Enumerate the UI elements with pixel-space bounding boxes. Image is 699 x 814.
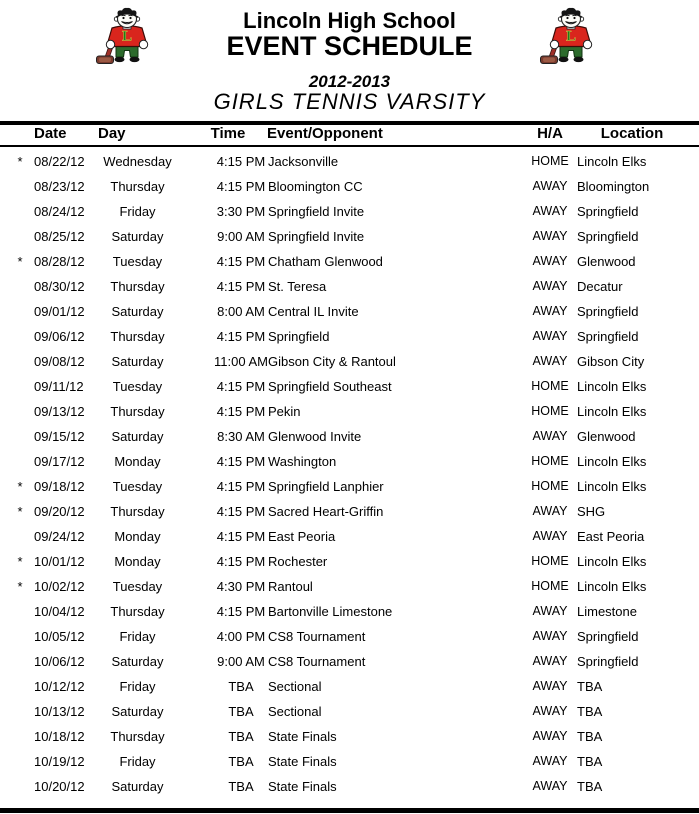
cell-time: 3:30 PM — [216, 204, 266, 219]
cell-day: Friday — [119, 679, 156, 694]
column-header-ha: H/A — [537, 125, 563, 142]
cell-time: 4:00 PM — [216, 629, 266, 644]
cell-day: Thursday — [110, 279, 165, 294]
cell-home-away: AWAY — [532, 704, 568, 718]
cell-time: TBA — [228, 779, 254, 794]
cell-home-away: AWAY — [532, 179, 568, 193]
table-row — [0, 399, 699, 424]
cell-time: TBA — [228, 704, 254, 719]
cell-date: 09/24/12 — [34, 529, 85, 544]
cell-location: Bloomington — [577, 179, 650, 194]
column-header-time: Time — [210, 125, 246, 142]
table-row — [0, 374, 699, 399]
table-row — [0, 574, 699, 599]
cell-location: Springfield — [577, 629, 639, 644]
cell-day: Thursday — [110, 179, 165, 194]
cell-day: Saturday — [111, 304, 164, 319]
cell-location: Glenwood — [577, 254, 636, 269]
cell-time: 4:15 PM — [216, 604, 266, 619]
cell-date: 10/13/12 — [34, 704, 85, 719]
cell-day: Saturday — [111, 779, 164, 794]
cell-date: 10/19/12 — [34, 754, 85, 769]
conference-asterisk: * — [17, 254, 23, 269]
cell-date: 08/30/12 — [34, 279, 85, 294]
cell-time: TBA — [228, 754, 254, 769]
table-row — [0, 299, 699, 324]
cell-home-away: AWAY — [532, 679, 568, 693]
cell-day: Saturday — [111, 654, 164, 669]
season-label: 2012-2013 — [308, 72, 391, 91]
team-label: GIRLS TENNIS VARSITY — [213, 89, 486, 114]
table-row — [0, 474, 699, 499]
cell-time: 8:00 AM — [217, 304, 265, 319]
cell-event-opponent: Pekin — [268, 404, 301, 419]
table-row — [0, 724, 699, 749]
cell-event-opponent: Sectional — [268, 704, 322, 719]
table-row — [0, 199, 699, 224]
cell-home-away: HOME — [531, 154, 569, 168]
cell-home-away: HOME — [531, 554, 569, 568]
cell-date: 08/22/12 — [34, 154, 85, 169]
cell-location: Lincoln Elks — [577, 454, 647, 469]
cell-location: TBA — [577, 729, 603, 744]
cell-time: 4:15 PM — [216, 279, 266, 294]
cell-home-away: AWAY — [532, 779, 568, 793]
cell-event-opponent: Glenwood Invite — [268, 429, 362, 444]
cell-event-opponent: CS8 Tournament — [268, 654, 366, 669]
cell-time: 8:30 AM — [217, 429, 265, 444]
school-name: Lincoln High School — [243, 8, 456, 33]
cell-event-opponent: Springfield Lanphier — [268, 479, 384, 494]
cell-day: Tuesday — [112, 254, 163, 269]
column-header-day: Day — [98, 125, 126, 142]
cell-time: 4:15 PM — [216, 179, 266, 194]
cell-date: 10/05/12 — [34, 629, 85, 644]
table-row — [0, 174, 699, 199]
conference-asterisk: * — [17, 554, 23, 569]
cell-date: 09/08/12 — [34, 354, 85, 369]
cell-time: 4:15 PM — [216, 504, 266, 519]
cell-day: Thursday — [110, 729, 165, 744]
cell-day: Monday — [114, 529, 161, 544]
cell-date: 10/04/12 — [34, 604, 85, 619]
cell-day: Thursday — [110, 329, 165, 344]
cell-time: 4:15 PM — [216, 329, 266, 344]
cell-day: Wednesday — [103, 154, 172, 169]
cell-home-away: AWAY — [532, 354, 568, 368]
cell-location: Lincoln Elks — [577, 479, 647, 494]
cell-time: 4:15 PM — [216, 479, 266, 494]
cell-day: Saturday — [111, 704, 164, 719]
cell-day: Friday — [119, 754, 156, 769]
conference-asterisk: * — [17, 579, 23, 594]
cell-event-opponent: State Finals — [268, 779, 337, 794]
cell-time: 4:15 PM — [216, 529, 266, 544]
cell-event-opponent: Bloomington CC — [268, 179, 363, 194]
cell-date: 09/06/12 — [34, 329, 85, 344]
cell-time: 9:00 AM — [217, 229, 265, 244]
cell-location: TBA — [577, 704, 603, 719]
table-row — [0, 149, 699, 174]
table-row — [0, 599, 699, 624]
table-row — [0, 549, 699, 574]
cell-event-opponent: Chatham Glenwood — [268, 254, 383, 269]
cell-home-away: HOME — [531, 404, 569, 418]
conference-asterisk: * — [17, 154, 23, 169]
column-header-event: Event/Opponent — [267, 125, 383, 142]
cell-event-opponent: St. Teresa — [268, 279, 327, 294]
cell-date: 09/11/12 — [34, 379, 84, 394]
cell-event-opponent: Springfield Invite — [268, 229, 365, 244]
table-row — [0, 774, 699, 799]
conference-asterisk: * — [17, 504, 23, 519]
cell-home-away: HOME — [531, 454, 569, 468]
cell-home-away: AWAY — [532, 204, 568, 218]
cell-location: TBA — [577, 754, 603, 769]
cell-time: 4:15 PM — [216, 379, 266, 394]
cell-date: 08/24/12 — [34, 204, 85, 219]
table-row — [0, 249, 699, 274]
cell-event-opponent: Springfield — [268, 329, 330, 344]
cell-home-away: AWAY — [532, 229, 568, 243]
cell-location: Springfield — [577, 204, 639, 219]
header-underline-rule — [0, 145, 699, 147]
cell-location: TBA — [577, 679, 603, 694]
cell-home-away: AWAY — [532, 504, 568, 518]
cell-date: 10/12/12 — [34, 679, 85, 694]
table-row — [0, 224, 699, 249]
cell-event-opponent: CS8 Tournament — [268, 629, 366, 644]
cell-home-away: AWAY — [532, 629, 568, 643]
cell-time: TBA — [228, 679, 254, 694]
cell-event-opponent: Springfield Invite — [268, 204, 365, 219]
cell-day: Monday — [114, 554, 161, 569]
cell-home-away: AWAY — [532, 429, 568, 443]
cell-location: Springfield — [577, 229, 639, 244]
cell-day: Tuesday — [112, 479, 163, 494]
cell-home-away: AWAY — [532, 654, 568, 668]
cell-day: Saturday — [111, 229, 164, 244]
schedule-rows — [0, 149, 699, 799]
cell-location: Springfield — [577, 329, 639, 344]
cell-event-opponent: Sectional — [268, 679, 322, 694]
table-row — [0, 449, 699, 474]
cell-event-opponent: Central IL Invite — [268, 304, 359, 319]
table-row — [0, 524, 699, 549]
cell-location: Lincoln Elks — [577, 404, 647, 419]
cell-date: 10/20/12 — [34, 779, 85, 794]
cell-day: Thursday — [110, 504, 165, 519]
cell-location: Lincoln Elks — [577, 554, 647, 569]
cell-time: 4:15 PM — [216, 454, 266, 469]
cell-date: 10/01/12 — [34, 554, 85, 569]
cell-event-opponent: Rochester — [268, 554, 328, 569]
cell-location: TBA — [577, 779, 603, 794]
cell-time: 4:30 PM — [216, 579, 266, 594]
table-row — [0, 749, 699, 774]
cell-date: 10/02/12 — [34, 579, 85, 594]
cell-location: Lincoln Elks — [577, 154, 647, 169]
table-row — [0, 649, 699, 674]
cell-event-opponent: Rantoul — [268, 579, 313, 594]
cell-day: Tuesday — [112, 579, 163, 594]
cell-location: Glenwood — [577, 429, 636, 444]
cell-location: SHG — [577, 504, 606, 519]
cell-home-away: AWAY — [532, 754, 568, 768]
cell-event-opponent: State Finals — [268, 754, 337, 769]
cell-time: TBA — [228, 729, 254, 744]
column-header-date: Date — [34, 125, 67, 142]
cell-location: Springfield — [577, 304, 639, 319]
conference-asterisk: * — [17, 479, 23, 494]
cell-location: Springfield — [577, 654, 639, 669]
cell-time: 4:15 PM — [216, 554, 266, 569]
cell-home-away: AWAY — [532, 254, 568, 268]
cell-date: 08/23/12 — [34, 179, 85, 194]
cell-home-away: AWAY — [532, 729, 568, 743]
cell-time: 9:00 AM — [217, 654, 265, 669]
column-header-location: Location — [600, 125, 664, 142]
cell-location: Gibson City — [577, 354, 645, 369]
cell-event-opponent: Bartonville Limestone — [268, 604, 393, 619]
cell-location: Lincoln Elks — [577, 379, 647, 394]
cell-day: Thursday — [110, 604, 165, 619]
cell-time: 4:15 PM — [216, 154, 266, 169]
cell-date: 08/25/12 — [34, 229, 85, 244]
table-row — [0, 349, 699, 374]
cell-home-away: AWAY — [532, 279, 568, 293]
cell-home-away: AWAY — [532, 304, 568, 318]
cell-date: 09/17/12 — [34, 454, 85, 469]
table-row — [0, 424, 699, 449]
cell-home-away: AWAY — [532, 529, 568, 543]
cell-location: Decatur — [577, 279, 623, 294]
cell-date: 09/15/12 — [34, 429, 85, 444]
cell-event-opponent: Springfield Southeast — [268, 379, 392, 394]
cell-time: 11:00 AM — [214, 354, 268, 369]
cell-date: 09/20/12 — [34, 504, 85, 519]
cell-time: 4:15 PM — [216, 254, 266, 269]
table-row — [0, 699, 699, 724]
table-header-row — [0, 123, 699, 145]
cell-home-away: HOME — [531, 579, 569, 593]
cell-day: Thursday — [110, 404, 165, 419]
cell-date: 09/18/12 — [34, 479, 85, 494]
cell-day: Saturday — [111, 354, 164, 369]
cell-day: Monday — [114, 454, 161, 469]
cell-event-opponent: East Peoria — [268, 529, 336, 544]
table-row — [0, 499, 699, 524]
cell-event-opponent: Washington — [268, 454, 337, 469]
cell-date: 08/28/12 — [34, 254, 85, 269]
cell-date: 10/18/12 — [34, 729, 85, 744]
table-row — [0, 674, 699, 699]
cell-date: 09/13/12 — [34, 404, 85, 419]
cell-event-opponent: State Finals — [268, 729, 337, 744]
cell-home-away: HOME — [531, 479, 569, 493]
cell-event-opponent: Sacred Heart-Griffin — [268, 504, 384, 519]
table-row — [0, 324, 699, 349]
cell-location: Lincoln Elks — [577, 579, 647, 594]
cell-event-opponent: Gibson City & Rantoul — [268, 354, 396, 369]
cell-event-opponent: Jacksonville — [268, 154, 339, 169]
cell-day: Friday — [119, 629, 156, 644]
cell-day: Tuesday — [112, 379, 163, 394]
cell-day: Friday — [119, 204, 156, 219]
cell-date: 09/01/12 — [34, 304, 85, 319]
table-row — [0, 274, 699, 299]
cell-home-away: AWAY — [532, 329, 568, 343]
cell-location: Limestone — [577, 604, 637, 619]
cell-location: East Peoria — [577, 529, 645, 544]
table-bottom-rule — [0, 808, 699, 813]
cell-day: Saturday — [111, 429, 164, 444]
cell-time: 4:15 PM — [216, 404, 266, 419]
page-title: EVENT SCHEDULE — [226, 31, 473, 61]
cell-home-away: AWAY — [532, 604, 568, 618]
cell-home-away: HOME — [531, 379, 569, 393]
cell-date: 10/06/12 — [34, 654, 85, 669]
table-row — [0, 624, 699, 649]
